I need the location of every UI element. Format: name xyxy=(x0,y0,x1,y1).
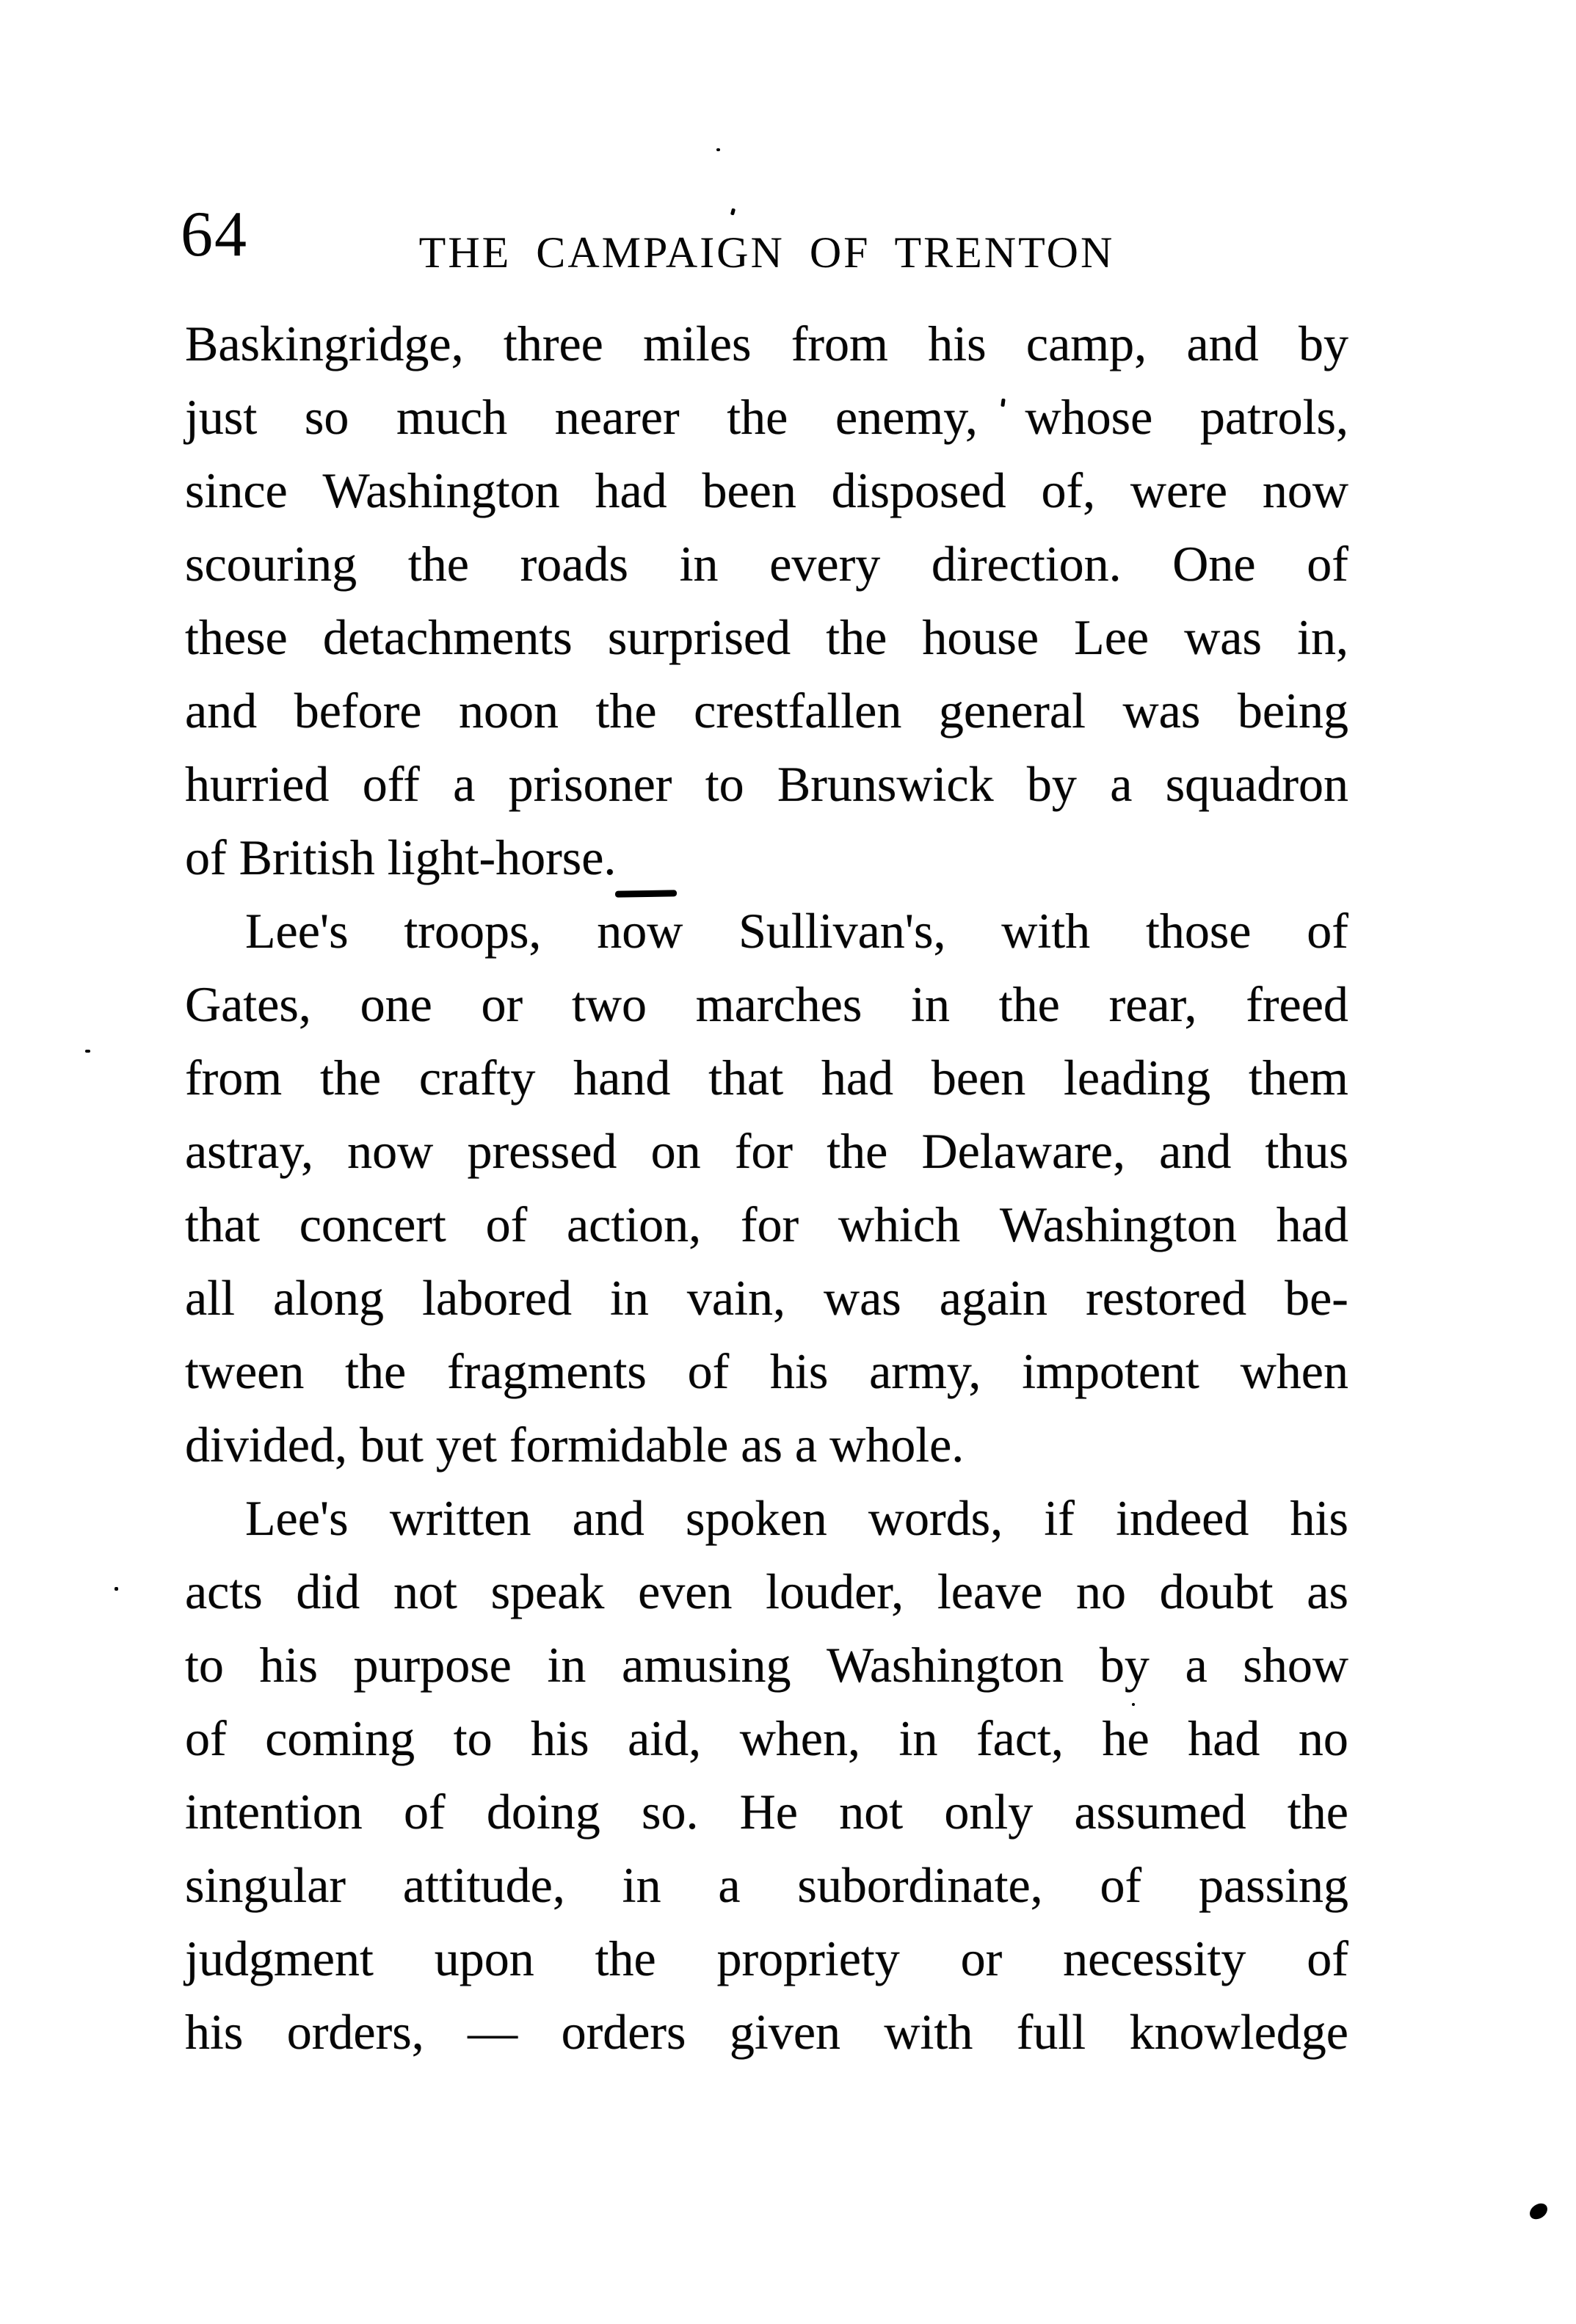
text-line: divided, but yet formidable as a whole. xyxy=(185,1417,965,1473)
text-line: from the crafty hand that had been leading them xyxy=(185,1050,1348,1105)
scan-speck xyxy=(115,1587,118,1591)
text-line: Lee's troops, now Sullivan's, with those of xyxy=(245,903,1348,959)
text-line: Gates, one or two marches in the rear, freed xyxy=(185,976,1348,1032)
text-line: judgment upon the propriety or necessity of xyxy=(185,1931,1348,1986)
page-body-text xyxy=(185,307,1348,2069)
text-line: intention of doing so. He not only assumed the xyxy=(185,1784,1348,1840)
text-line: acts did not speak even louder, leave no doubt as xyxy=(185,1564,1348,1619)
text-line: Baskingridge, three miles from his camp, and by xyxy=(185,316,1348,371)
paragraph-separator-dash-mark xyxy=(615,890,677,897)
text-line: astray, now pressed on for the Delaware, and thus xyxy=(185,1123,1348,1179)
paragraph xyxy=(185,307,1348,894)
text-line: since Washington had been disposed of, were now xyxy=(185,462,1348,518)
text-line: of British light-horse. xyxy=(185,829,617,885)
text-line: all along labored in vain, was again restored be- xyxy=(185,1270,1348,1326)
text-line: hurried off a prisoner to Brunswick by a squadron xyxy=(185,756,1348,812)
text-line: scouring the roads in every direction. One of xyxy=(185,536,1348,592)
text-line: his orders, — orders given with full knowledge xyxy=(185,2004,1348,2060)
scan-speck xyxy=(730,208,736,216)
scan-speck xyxy=(716,148,720,151)
paragraph xyxy=(185,1481,1348,2069)
text-line: and before noon the crestfallen general was being xyxy=(185,683,1348,738)
text-line: these detachments surprised the house Lee was in, xyxy=(185,609,1348,665)
text-line: Lee's written and spoken words, if indeed his xyxy=(245,1490,1348,1546)
running-title: THE CAMPAIGN OF TRENTON xyxy=(418,228,1115,277)
scan-speck xyxy=(85,1050,90,1053)
text-line: to his purpose in amusing Washington by a show xyxy=(185,1637,1348,1693)
text-line: of coming to his aid, when, in fact, he had no xyxy=(185,1710,1348,1766)
text-line: tween the fragments of his army, impotent when xyxy=(185,1343,1348,1399)
text-line: just so much nearer the enemy, whose patrols, xyxy=(185,389,1348,445)
scan-speck xyxy=(1132,1703,1135,1706)
paragraph xyxy=(185,894,1348,1481)
page-number: 64 xyxy=(181,199,248,270)
text-line: singular attitude, in a subordinate, of passing xyxy=(185,1857,1348,1913)
ink-blot xyxy=(1527,2200,1550,2222)
text-line: that concert of action, for which Washington had xyxy=(185,1197,1348,1252)
